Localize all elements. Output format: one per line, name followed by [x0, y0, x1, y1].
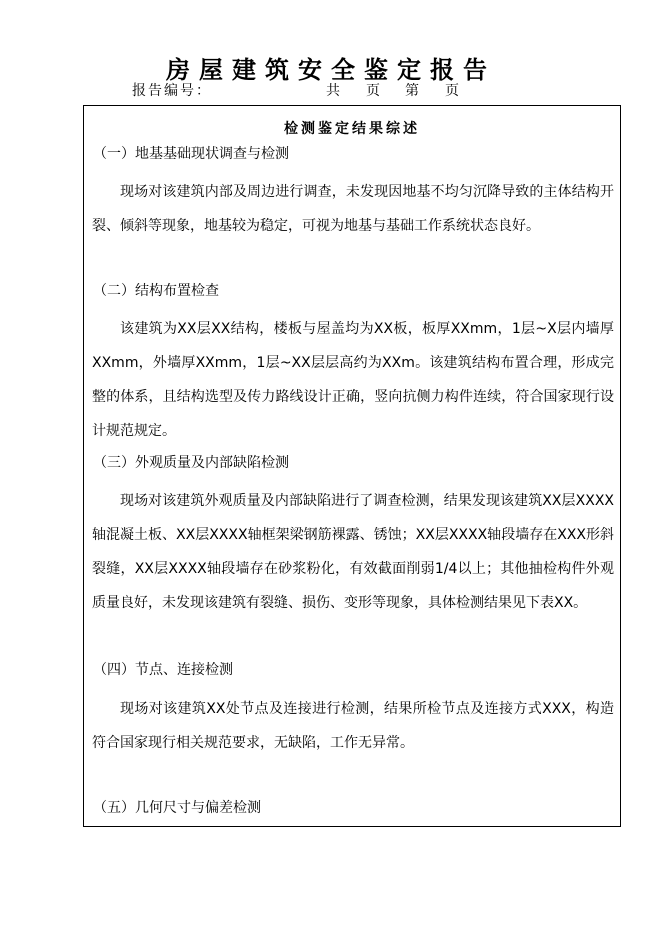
section-heading-appearance: （三）外观质量及内部缺陷检测 — [93, 455, 289, 471]
section-heading-foundation: （一）地基基础现状调查与检测 — [93, 146, 289, 162]
section-text-appearance: 现场对该建筑外观质量及内部缺陷进行了调查检测，结果发现该建筑XX层XXXX轴混凝土板、XX层XXXX轴框架梁钢筋裸露、锈蚀；XX层XXXX轴段墙存在XXX形斜裂缝，XX层XXXX轴段墙存在砂浆粉化，有效截面削弱1/4以上；其他抽检构件外观质量良好，未发现该建筑有裂缝、损伤、变形等现象，具体检测结果见下表XX。 — [92, 493, 614, 611]
report-title: 房屋建筑安全鉴定报告 — [166, 56, 496, 84]
section-text-layout: 该建筑为XX层XX结构，楼板与屋盖均为XX板，板厚XXmm，1层~X层内墙厚XXmm，外墙厚XXmm，1层~XX层层高约为XXm。该建筑结构布置合理，形成完整的体系，且结构选型及传力路线设计正确，竖向抗侧力构件连续，符合国家现行设计规范规定。 — [92, 321, 614, 439]
current-page — [405, 80, 459, 100]
summary-title: 检测鉴定结果综述 — [284, 121, 420, 137]
summary-box — [83, 105, 621, 827]
total-pages-label: 共 — [326, 83, 340, 99]
section-heading-joints: （四）节点、连接检测 — [93, 662, 233, 678]
total-pages-unit: 页 — [366, 83, 380, 99]
section-text-joints: 现场对该建筑XX处节点及连接进行检测，结果所检节点及连接方式XXX，构造符合国家现行相关规范要求，无缺陷，工作无异常。 — [92, 701, 614, 751]
total-pages — [326, 80, 380, 100]
section-heading-geometry: （五）几何尺寸与偏差检测 — [93, 800, 261, 816]
report-meta-line — [0, 80, 662, 100]
section-text-foundation: 现场对该建筑内部及周边进行调查，未发现因地基不均匀沉降导致的主体结构开裂、倾斜等现象，地基较为稳定，可视为地基与基础工作系统状态良好。 — [92, 184, 614, 234]
current-page-unit: 页 — [445, 83, 459, 99]
current-page-label: 第 — [405, 83, 419, 99]
section-heading-layout: （二）结构布置检查 — [93, 283, 219, 299]
report-number-label: 报告编号： — [132, 83, 212, 99]
